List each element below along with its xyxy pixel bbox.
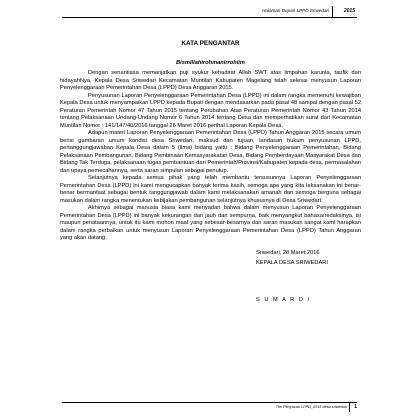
page-footer <box>62 402 357 412</box>
footer-text: Tim Penyusun LPPD_2015 desa sriwedari <box>275 405 347 409</box>
signature-place-date: Sriwedari, 28 Maret 2016 <box>256 249 320 256</box>
paragraph: Selanjutnya kepada semua pihak yang telah membantu tersusunnya Laporan Penyelenggaraan Pemerintahan Desa (LPPD) ini kami mengucapkan banyak terima kasih, semoga apa yang kita laksanakan ini benar-benar bermanfaat sebagai bentuk tanggungjawab dalam kami melaksanakan amanah dan semoga berguna sebagai masukan dalam rangka menentukan kebijakan pembangunan selanjutnya khususnya di Desa Sriwedari. <box>60 175 361 204</box>
paragraph: Dengan senantiasa memanjatkan puji syukur kehadirat Allah SWT atas limpahan karunia, taufik dan hidayahNya, Kepala Desa Sriwedari Kecamatan Muntilan Kabupaten Magelang telah selesai menyusun Laporan Penyelenggaraan Pemerintahan Desa (LPPD) Desa Anggaran 2015. <box>60 70 361 91</box>
header-year: 2015 <box>343 8 355 14</box>
paragraph: Akhirnya sebagai manusia biasa kami menyadari bahwa dalam menyusun Laporan Penyelenggaraan Pemerintahan Desa (LPPD) ini banyak kekurangan dan jauh dari sempurna, baik menyangkut bahasa/redaksinya, isi maupun penataannya, untuk itu kami mohon maaf yang sebesar-besarnya dan saran masukan sangat kami harapkan dalam rangka perbaikan untuk menyusun Laporan Penyelenggaraan Pemerintahan Desa (LPPD) Tahun Anggaran yang akan datang. <box>60 205 361 241</box>
opening-line: Bismillahirohmanirrohiim <box>176 59 245 66</box>
header-rule <box>62 17 357 18</box>
footer-rule <box>62 402 357 403</box>
header-title: Halaman Depan LPPD Sriwedari <box>262 8 329 13</box>
page-number: 1 <box>354 404 357 410</box>
signature-position: KEPALA DESA SRIWEDARI <box>256 260 328 266</box>
header-separator <box>332 6 333 17</box>
paragraph: Adapun materi Laporan Penyelenggaraan Pemerintahan Desa (LPPD) Tahun Anggaran 2015 secara umum berisi gambaran umum kondisi desa Sriwedari, maksud dan tujuan, landasan hukum penyusunan LPPD, pertanggungjawaban Kepala Desa dalam 5 (lima) bidang yaitu : Bidang Penyelenggaraan Pemerintahan, Bidang Pelaksanaan Pembangunan, Bidang Pembinaan Kemasyarakatan Desa, Bidang Pemberdayaan Masyarakat Desa dan Bidang Tak Terduga, pelaksanaan tugas pembantuan dari Pemerintah/Provinsi/Kabupaten kepada desa, permasalahan dan upaya pemecahannya, serta saran simpulan sebagai penutup. <box>60 130 361 174</box>
document-title: KATA PENGANTAR <box>181 40 240 47</box>
footer-separator <box>349 403 350 412</box>
paragraph: Penyusunan Laporan Penyelenggaraan Pemerintahan Desa (LPPD) ini dalam rangka memenuhi kewajiban Kepala Desa untuk menyampaikan LPPD kepada Bupati dengan mendasarkan pada pasal 48 sampai dengan pasal 52 Peraturan Pemerintah Nomor 47 Tahun 2015 tentang Perubahan Atas Peraturan Pemerintah Nomor 43 Tahun 2014 tentang Pelaksanaan Undang-Undang Nomor 6 Tahun 2014 tentang Desa dan memperhatikan surat dari Kecamatan Muntilan Nomor : 141/147/40/2016 tanggal 26 Maret 2016 perihal Laporan Kepala Desa. <box>60 92 361 129</box>
document-body <box>60 40 361 304</box>
page-header <box>62 6 357 17</box>
signature-name: S U M A R D I <box>256 296 311 303</box>
